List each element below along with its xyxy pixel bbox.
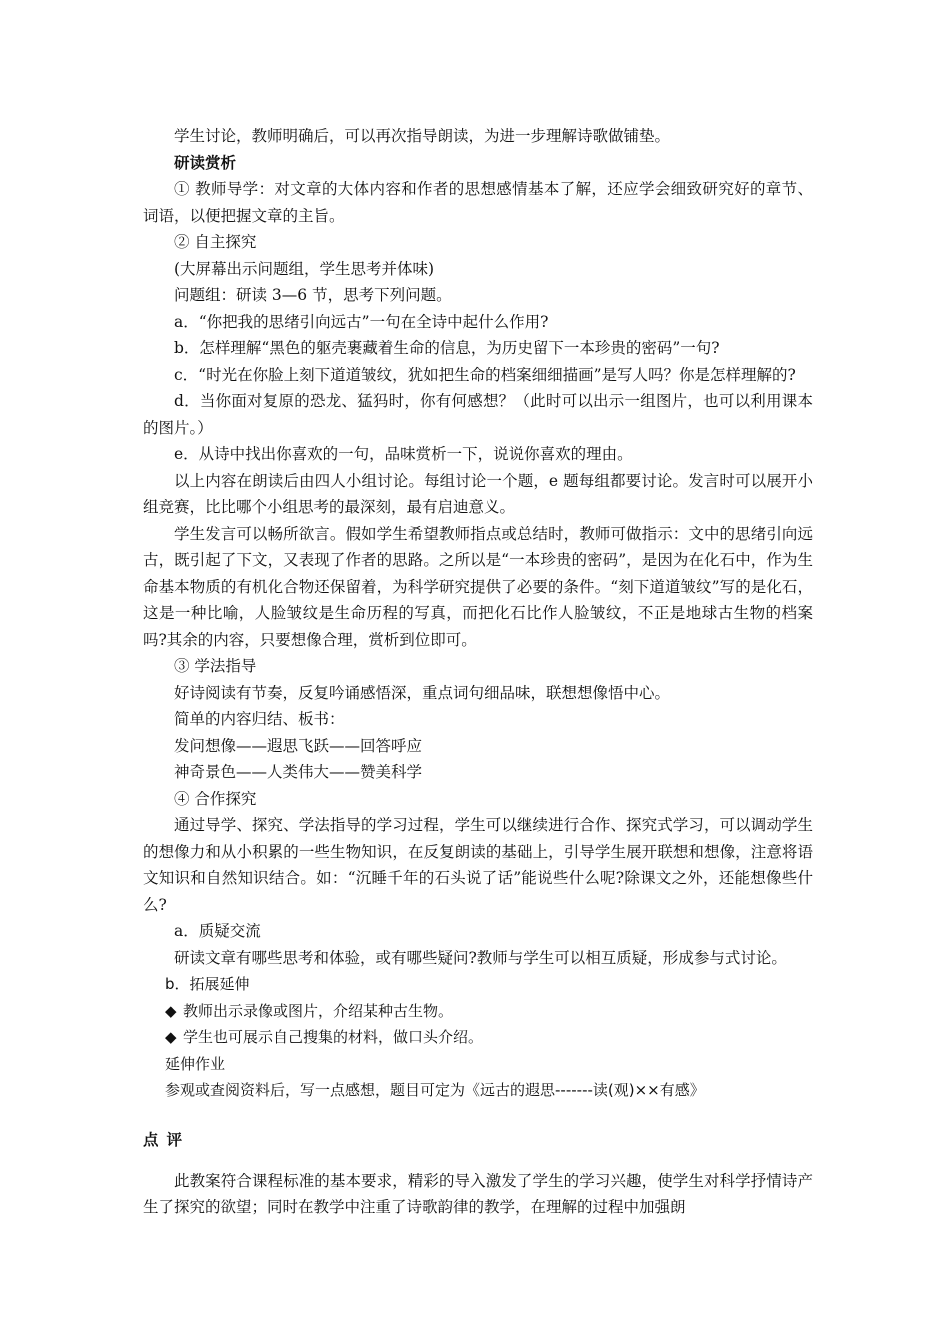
paragraph-board-summary: 简单的内容归结、板书： (174, 710, 345, 728)
paragraph-group-discussion: 以上内容在朗读后由四人小组讨论。每组讨论一个题，e 题每组都要讨论。发言时可以展开小组竞赛，比比哪个小组思考的最深刻，最有启迪意义。 (143, 471, 813, 516)
paragraph-cooperative: ④ 合作探究 (174, 789, 257, 808)
board-line-1: 发问想像——遐思飞跃——回答呼应 (174, 736, 423, 755)
paragraph-discussion: 学生讨论，教师明确后，可以再次指导朗读，为进一步理解诗歌做铺垫。 (174, 127, 671, 145)
diamond-bullet-icon: ◆ (165, 1028, 177, 1046)
paragraph-self-explore: ② 自主探究 (174, 233, 257, 251)
paragraph-review: 此教案符合课程标准的基本要求，精彩的导入激发了学生的学习兴趣，使学生对科学抒情诗产生了探究的欲望；同时在教学中注重了诗歌韵律的教学，在理解的过程中加强朗 (143, 1171, 813, 1216)
paragraph-question-exchange-body: 研读文章有哪些思考和体验，或有哪些疑问?教师与学生可以相互质疑，形成参与式讨论。 (174, 948, 787, 967)
bullet-text-2: 学生也可展示自己搜集的材料，做口头介绍。 (183, 1028, 484, 1046)
paragraph-poem-reading: 好诗阅读有节奏，反复吟诵感悟深，重点词句细品味，联想想像悟中心。 (174, 683, 671, 702)
board-line-2: 神奇景色——人类伟大——赞美科学 (174, 763, 423, 781)
paragraph-homework-title: 延伸作业 (165, 1054, 226, 1073)
bullet-item-1 (143, 998, 813, 1025)
spacer (143, 1104, 813, 1126)
paragraph-cooperative-body: 通过导学、探究、学法指导的学习过程，学生可以继续进行合作、探究式学习，可以调动学生的想像力和从小积累的一些生物知识，在反复朗读的基础上，引导学生展开联想和想像，注意将语文知识和自然知识结合。如：“沉睡千年的石头说了话”能说些什么呢?除课文之外，还能想像些什么? (143, 816, 813, 914)
question-e: e．从诗中找出你喜欢的一句，品味赏析一下，说说你喜欢的理由。 (174, 445, 633, 463)
bullet-item-2 (143, 1024, 813, 1051)
paragraph-extension: b．拓展延伸 (165, 975, 250, 993)
paragraph-method-guide: ③ 学法指导 (174, 657, 257, 675)
paragraph-question-group: 问题组：研读 3—6 节，思考下列问题。 (174, 286, 452, 304)
bullet-text-1: 教师出示录像或图片，介绍某种古生物。 (183, 1001, 454, 1020)
question-d: d．当你面对复原的恐龙、猛犸时，你有何感想？（此时可以出示一组图片，也可以利用课本的图片。） (143, 392, 813, 437)
review-heading: 点评 (143, 1130, 191, 1149)
question-c: c．“时光在你脸上刻下道道皱纹，犹如把生命的档案细细描画”是写人吗？你是怎样理解的? (174, 365, 796, 384)
document-body (143, 123, 813, 1221)
paragraph-homework-body: 参观或查阅资料后，写一点感想，题目可定为《远古的遐思-------读(观)××有感》 (165, 1081, 705, 1099)
section-heading-analysis: 研读赏析 (174, 153, 237, 172)
paragraph-question-exchange: a．质疑交流 (174, 922, 261, 940)
question-b: b．怎样理解“黑色的躯壳裹藏着生命的信息，为历史留下一本珍贵的密码”一句? (174, 339, 720, 357)
diamond-bullet-icon: ◆ (165, 1001, 177, 1020)
paragraph-screen-note: (大屏幕出示问题组，学生思考并体味) (174, 259, 435, 278)
question-a: a．“你把我的思绪引向远古”一句在全诗中起什么作用? (174, 312, 549, 331)
spacer (143, 1154, 813, 1168)
paragraph-student-speech: 学生发言可以畅所欲言。假如学生希望教师指点或总结时，教师可做指示：文中的思绪引向远古，既引起了下文，又表现了作者的思路。之所以是“一本珍贵的密码”，是因为在化石中，作为生命基本物质的有机化合物还保留着，为科学研究提供了必要的条件。“刻下道道皱纹”写的是化石，这是一种比喻，人脸皱纹是生命历程的写真，而把化石比作人脸皱纹，不正是地球古生物的档案吗?其余的内容，只要想像合理，赏析到位即可。 (143, 524, 813, 649)
paragraph-teacher-guide: ① 教师导学：对文章的大体内容和作者的思想感情基本了解，还应学会细致研究好的章节、词语，以便把握文章的主旨。 (143, 180, 813, 225)
